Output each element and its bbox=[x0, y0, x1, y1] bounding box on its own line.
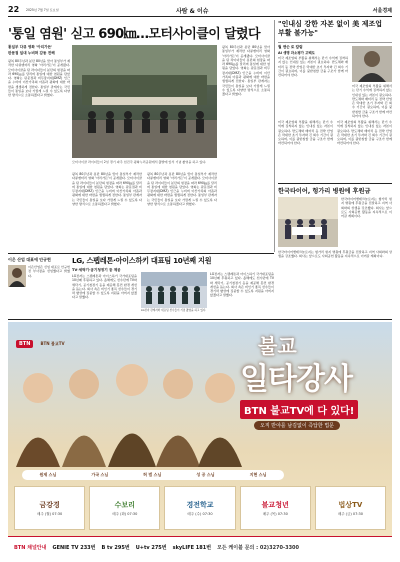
opinion-rule bbox=[278, 42, 392, 43]
lead-kicker: 통일부 다큐 영화 '아리가든' bbox=[8, 45, 53, 49]
channel-uplus[interactable]: U+tv 275번 bbox=[135, 544, 167, 551]
channel-genie[interactable]: GENIE TV 233번 bbox=[52, 544, 96, 551]
lead-body-col-4: 광복 80주년과 분단 80년을 맞아 통일부가 제작한 다큐멘터리 영화 '아리가든'이 공개됐다. 모터사이클을 탄 라이더들이 분단의 현장을 따라 690㎞를 달리며 통일에 대한 염원을 담았다. 영화는 판문점과 비무장지대(DMZ) 인근을 누비며 이산가족의 아픔과 평화에 대한 바람을 생생하게 전한다. 통일부 관계자는 국민들이 통일을 보다 가깝게 느낄 수 있도록 다양한 방식으로 소통하겠다고 밝혔다. bbox=[222, 45, 270, 97]
donation-headline: 한국타이어, 헝가리 병원에 후원금 bbox=[278, 188, 371, 195]
opinion-body: 미국 제조업의 부활을 위해서는 단기 수익에 집착하지 않는 인내심 있는 자본이 필요하다. 반도체와 배터리 등 전략 산업은 막대한 초기 투자와 긴 회수 기간이 필요하며, 이를 뒷받침할 금융 구조가 함께 마련되어야 한다. bbox=[278, 56, 348, 78]
paper-name: 서울경제 bbox=[372, 8, 392, 14]
program-row bbox=[14, 486, 386, 530]
column-divider bbox=[274, 20, 275, 252]
program-name-3: 경전학교 bbox=[186, 500, 214, 509]
program-tile-5[interactable] bbox=[315, 486, 386, 530]
ad-top-rule bbox=[8, 319, 392, 320]
program-name-2: 수보리 bbox=[114, 500, 135, 509]
section-rule bbox=[8, 253, 274, 254]
program-time-5: 매주 (금) 07:30 bbox=[337, 511, 363, 516]
opinion-author-photo bbox=[352, 46, 392, 82]
lg-body: LG전자는 스펩레톤과 아이스하키 국가대표팀을 10년째 후원하고 있다. 올해에도 선수단에 TV와 세탁기, 공기청정기 등을 제공해 훈련 환경 개선을 돕는다. 회사 측은 비인기 종목 선수들이 경기력 향상에 집중할 수 있도록 지원을 아끼지 않겠다고 말했다. bbox=[72, 274, 137, 300]
program-time-3: 매주 (수) 07:30 bbox=[187, 511, 213, 516]
channel-cable-contact: 모든 케이블 문의 : 02)3270-3300 bbox=[217, 544, 300, 551]
issue-date: 2025년 7월 7일 토요일 bbox=[26, 8, 59, 12]
ad-tagline: 오직 반야를 남김없이 즉답한 법문 bbox=[254, 421, 340, 430]
ad-title-1: 불교 bbox=[258, 334, 297, 358]
lg-headline: LG, 스펩레톤·아이스하키 대표팀 10년째 지원 bbox=[72, 256, 212, 265]
lg-body-2: LG전자는 스펩레톤과 아이스하키 국가대표팀을 10년째 후원하고 있다. 올해에도 선수단에 TV와 세탁기, 공기청정기 등을 제공해 훈련 환경 개선을 돕는다. 회사 측은 비인기 종목 선수들이 경기력 향상에 집중할 수 있도록 지원을 아끼지 않겠다고 말했다. bbox=[210, 272, 274, 298]
program-name-5: 법상TV bbox=[338, 500, 363, 509]
opinion-body-4: 미국 제조업의 부활을 위해서는 단기 수익에 집착하지 않는 인내심 있는 자본이 필요하다. 반도체와 배터리 등 전략 산업은 막대한 초기 투자와 긴 회수 기간이 필요하며, 이를 뒷받침할 금융 구조가 함께 마련되어야 한다. bbox=[337, 120, 392, 146]
lg-kicker: TV·세탁기·공기청정기 등 제공 bbox=[72, 268, 121, 272]
opinion-author: 월 앤슨 로 칼럼 bbox=[278, 45, 303, 49]
opinion-subhead: AI 생명 과소평가 고백도 bbox=[278, 51, 315, 55]
channel-btv[interactable]: B tv 295번 bbox=[101, 544, 130, 551]
people-headline: 이은 산업 대표에 안규헌 bbox=[8, 257, 51, 262]
speakers-strip bbox=[22, 470, 284, 480]
channel-lead: BTN 채널안내 bbox=[14, 544, 47, 551]
program-tile-4[interactable] bbox=[240, 486, 311, 530]
lead-text-block bbox=[8, 45, 70, 250]
lg-photo-caption: LG전자 관계자와 대표팀 선수들이 기념 촬영을 하고 있다. bbox=[141, 309, 207, 312]
program-name-1: 금강경 bbox=[39, 500, 60, 509]
masthead-rule bbox=[8, 16, 392, 17]
speaker-3: 허 범 스님 bbox=[143, 472, 162, 477]
ad-subtitle-prefix: BTN bbox=[244, 406, 267, 417]
donation-body-2: 한국타이어앤테크놀로지는 헝가리 현지 병원에 후원금을 전달하고 지역 사회와의 상생을 강조했다. 회사는 앞으로도 사회공헌 활동을 지속적으로 이어갈 계획이다. bbox=[278, 250, 392, 259]
btn-advertisement[interactable] bbox=[8, 322, 392, 556]
program-tile-1[interactable] bbox=[14, 486, 85, 530]
program-time-1: 매주 (월) 07:30 bbox=[37, 511, 63, 516]
lead-subtitle: 판문점 일대 누비며 감동 전해 bbox=[8, 51, 55, 55]
btn-logo: BTN bbox=[16, 340, 33, 348]
speaker-4: 성 공 스님 bbox=[196, 472, 215, 477]
program-tile-3[interactable] bbox=[164, 486, 235, 530]
speaker-1: 원제 스님 bbox=[39, 472, 57, 477]
speaker-5: 지현 스님 bbox=[249, 472, 267, 477]
people-body: 이은산업은 신임 대표로 안규헌 전 부사장을 선임했다고 밝혔다. bbox=[28, 265, 70, 278]
donation-body: 한국타이어앤테크놀로지는 헝가리 현지 병원에 후원금을 전달하고 지역 사회와의 상생을 강조했다. 회사는 앞으로도 사회공헌 활동을 지속적으로 이어갈 계획이다. bbox=[341, 197, 392, 219]
opinion-body-2: 미국 제조업의 부활을 위해서는 단기 수익에 집착하지 않는 인내심 있는 자본이 필요하다. 반도체와 배터리 등 전략 산업은 막대한 초기 투자와 긴 회수 기간이 필요하며, 이를 뒷받침할 금융 구조가 함께 마련되어야 한다. bbox=[352, 84, 392, 119]
opinion-body-3: 미국 제조업의 부활을 위해서는 단기 수익에 집착하지 않는 인내심 있는 자본이 필요하다. 반도체와 배터리 등 전략 산업은 막대한 초기 투자와 긴 회수 기간이 필요하며, 이를 뒷받침할 금융 구조가 함께 마련되어야 한다. bbox=[278, 120, 333, 146]
program-time-4: 매주 (목) 07:30 bbox=[262, 511, 288, 516]
section-title: 사람 & 이슈 bbox=[176, 8, 209, 15]
page-number: 22 bbox=[8, 5, 20, 14]
donation-rule bbox=[278, 183, 392, 184]
opinion-column bbox=[278, 20, 392, 120]
opinion-quote: "인내심 강한 자본 없이 美 제조업 부활 불가능" bbox=[278, 20, 382, 37]
lg-photo bbox=[141, 272, 207, 308]
lead-photo-caption: 모터사이클 라이더들이 2일 경기 파주 임진각 평화누리공원에서 출발에 앞서 기념 촬영을 하고 있다. bbox=[72, 160, 207, 164]
ad-brand-text: BTN 불교TV bbox=[40, 341, 65, 346]
lead-photo bbox=[72, 45, 217, 158]
program-time-2: 매주 (화) 07:30 bbox=[112, 511, 138, 516]
donation-photo bbox=[278, 197, 338, 247]
lead-body-col-3: 광복 80주년과 분단 80년을 맞아 통일부가 제작한 다큐멘터리 영화 '아리가든'이 공개됐다. 모터사이클을 탄 라이더들이 분단의 현장을 따라 690㎞를 달리며 통일에 대한 염원을 담았다. 영화는 판문점과 비무장지대(DMZ) 인근을 누비며 이산가족의 아픔과 평화에 대한 바람을 생생하게 전한다. 통일부 관계자는 국민들이 통일을 보다 가깝게 느낄 수 있도록 다양한 방식으로 소통하겠다고 밝혔다. bbox=[147, 172, 217, 207]
lead-headline: '통일 염원' 싣고 690㎞…모터사이클이 달렸다 bbox=[8, 27, 260, 42]
channel-skylife[interactable]: skyLIFE 181번 bbox=[172, 544, 212, 551]
lead-body: 광복 80주년과 분단 80년을 맞아 통일부가 제작한 다큐멘터리 영화 '아리가든'이 공개됐다. 모터사이클을 탄 라이더들이 분단의 현장을 따라 690㎞를 달리며 통일에 대한 염원을 담았다. 영화는 판문점과 비무장지대(DMZ) 인근을 누비며 이산가족의 아픔과 평화에 대한 바람을 생생하게 전한다. 통일부 관계자는 국민들이 통일을 보다 가깝게 느낄 수 있도록 다양한 방식으로 소통하겠다고 밝혔다. bbox=[8, 59, 70, 98]
channel-bar bbox=[8, 536, 392, 557]
program-name-4: 불교청년 bbox=[261, 500, 289, 509]
ad-subtitle-text: 불교TV에 다 있다! bbox=[270, 406, 355, 417]
lead-body-col-2: 광복 80주년과 분단 80년을 맞아 통일부가 제작한 다큐멘터리 영화 '아리가든'이 공개됐다. 모터사이클을 탄 라이더들이 분단의 현장을 따라 690㎞를 달리며 통일에 대한 염원을 담았다. 영화는 판문점과 비무장지대(DMZ) 인근을 누비며 이산가족의 아픔과 평화에 대한 바람을 생생하게 전한다. 통일부 관계자는 국민들이 통일을 보다 가깝게 느낄 수 있도록 다양한 방식으로 소통하겠다고 밝혔다. bbox=[72, 172, 142, 207]
people-block bbox=[8, 257, 70, 317]
monks-illustration bbox=[12, 332, 242, 467]
people-photo bbox=[8, 265, 26, 287]
program-tile-2[interactable] bbox=[89, 486, 160, 530]
ad-title-2: 일타강사 bbox=[240, 362, 352, 397]
speaker-2: 가국 스님 bbox=[91, 472, 109, 477]
ad-subtitle bbox=[240, 400, 358, 419]
masthead bbox=[8, 4, 392, 16]
